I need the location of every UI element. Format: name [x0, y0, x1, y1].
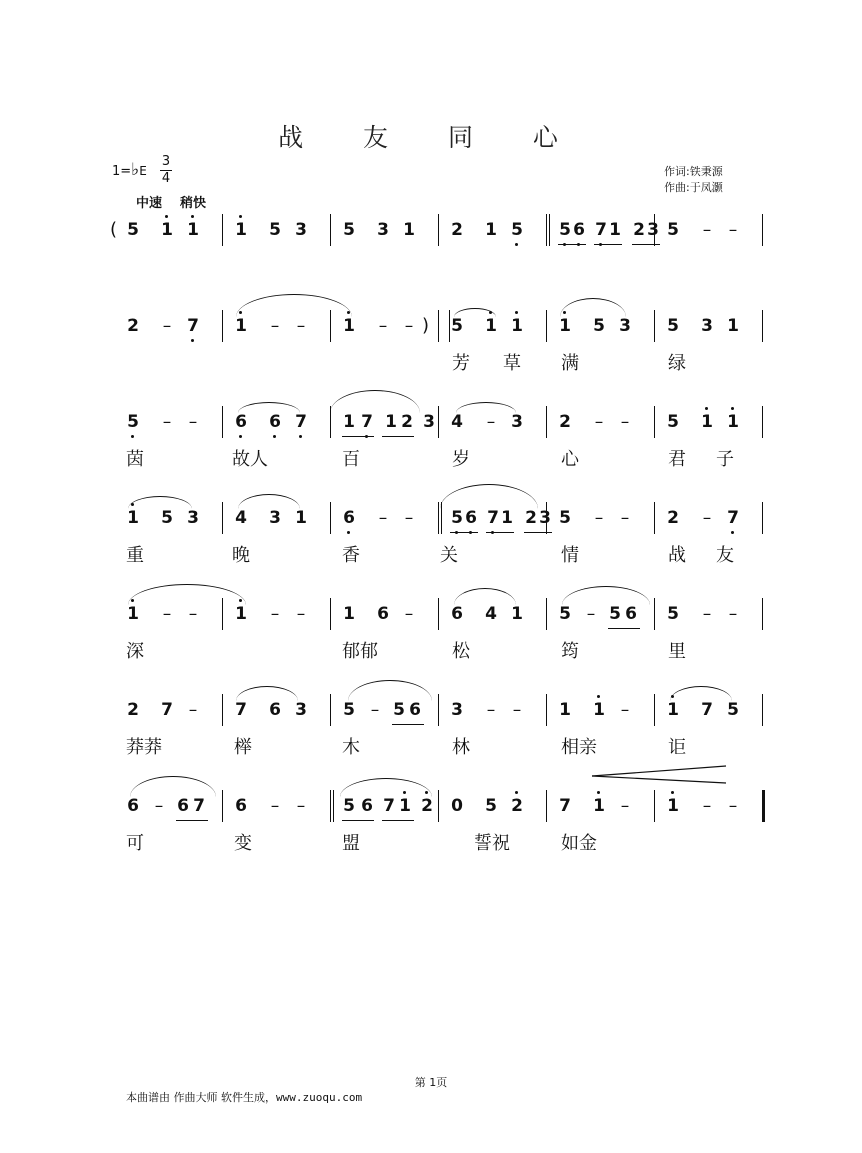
lyric: 满 — [561, 353, 579, 374]
note: 5 — [667, 220, 679, 240]
note-dash: – — [404, 508, 414, 528]
lyric: 莽莽 — [126, 737, 162, 758]
lyric: 筠 — [561, 641, 579, 662]
barline — [438, 790, 439, 822]
lyric: 变 — [234, 833, 252, 854]
barline — [222, 502, 223, 534]
note-dash: – — [270, 316, 280, 336]
note-dash: – — [296, 796, 306, 816]
note: 1 — [234, 220, 248, 240]
note: 1 — [343, 604, 355, 624]
barline — [222, 694, 223, 726]
barline — [330, 598, 331, 630]
note: 6 — [127, 796, 139, 816]
note-dash: – — [512, 700, 522, 720]
note: 1 — [559, 700, 571, 720]
lyric: 誓祝 — [474, 833, 510, 854]
note: 3 — [511, 412, 523, 432]
lyric: 草 — [503, 353, 521, 374]
note: 2 — [667, 508, 679, 528]
lyric: 茵 — [126, 449, 144, 470]
flat-sign: ♭ — [131, 160, 140, 180]
note: 5 — [558, 220, 572, 240]
note-dash: – — [296, 604, 306, 624]
note-dash: – — [162, 412, 172, 432]
note-dash: – — [162, 316, 172, 336]
note: 1 — [342, 316, 356, 336]
note: 5 — [559, 508, 571, 528]
lyric: 晚 — [232, 545, 250, 566]
note: 3 — [377, 220, 389, 240]
page-number: 第 1页 — [414, 1076, 448, 1089]
note: 6 — [177, 796, 189, 816]
note: 5 — [269, 220, 281, 240]
note: 5 — [343, 220, 355, 240]
underline-beam — [632, 244, 660, 245]
note: 6 — [235, 796, 247, 816]
barline — [654, 310, 655, 342]
note: 2 — [127, 316, 139, 336]
note-dash: – — [728, 604, 738, 624]
barline — [654, 502, 655, 534]
note: 7 — [486, 508, 500, 528]
lyric: 深 — [126, 641, 144, 662]
note: 2 — [510, 796, 524, 816]
underline-beam — [176, 820, 208, 821]
note: 1 — [160, 220, 174, 240]
note: 3 — [423, 412, 435, 432]
barline — [222, 214, 223, 246]
note: 7 — [383, 796, 395, 816]
note-dash: – — [486, 412, 496, 432]
note: 3 — [187, 508, 199, 528]
note: 1 — [727, 316, 739, 336]
underline-beam — [594, 244, 622, 245]
staff-system — [0, 214, 862, 310]
lyric: 子 — [716, 449, 734, 470]
note: 1 — [510, 316, 524, 336]
note: 7 — [294, 412, 308, 432]
lyric: 木 — [342, 737, 360, 758]
note-dash: – — [702, 508, 712, 528]
note: 5 — [161, 508, 173, 528]
note: 0 — [451, 796, 463, 816]
footer-text: 本曲谱由 作曲大师 软件生成， — [126, 1091, 276, 1104]
note-dash: – — [594, 412, 604, 432]
staff-system — [0, 406, 862, 502]
barline — [330, 694, 331, 726]
tempo-a: 中速 — [136, 196, 163, 211]
barline — [546, 406, 547, 438]
note-dash: – — [188, 412, 198, 432]
note-dash: – — [270, 796, 280, 816]
barline — [438, 406, 439, 438]
note: 6 — [361, 796, 373, 816]
barline — [654, 790, 655, 822]
note: 3 — [647, 220, 659, 240]
note: 1 — [343, 412, 355, 432]
lyric: 绿 — [668, 353, 686, 374]
key-note: E — [139, 164, 147, 178]
note: 7 — [360, 412, 374, 432]
note: 3 — [269, 508, 281, 528]
lyric: 相亲 — [561, 737, 597, 758]
note: 3 — [451, 700, 463, 720]
note: 2 — [127, 700, 139, 720]
note: 6 — [409, 700, 421, 720]
note: 4 — [485, 604, 497, 624]
time-signature — [160, 155, 172, 186]
note-dash: – — [188, 700, 198, 720]
lyric: 友 — [716, 545, 734, 566]
note: 1 — [666, 796, 680, 816]
lyric: 里 — [668, 641, 686, 662]
note: 5 — [343, 700, 355, 720]
lyric: 情 — [561, 545, 579, 566]
staff-system — [0, 790, 862, 886]
key-prefix: 1= — [112, 164, 132, 179]
tempo-marking — [136, 192, 224, 211]
underline-beam — [392, 724, 424, 725]
credits — [664, 164, 723, 196]
note: 3 — [295, 220, 307, 240]
note-dash: – — [154, 796, 164, 816]
composer: 作曲:于凤灏 — [664, 181, 723, 194]
barline — [438, 214, 439, 246]
lyric: 郁郁 — [342, 641, 378, 662]
staff-system — [0, 598, 862, 694]
lyric: 重 — [126, 545, 144, 566]
note: 1 — [126, 604, 140, 624]
barline — [546, 214, 547, 246]
note: 5 — [126, 412, 140, 432]
lyricist: 作词:铁秉源 — [664, 165, 723, 178]
final-barline — [762, 790, 765, 822]
note-dash: – — [586, 604, 596, 624]
staff-system — [0, 310, 862, 406]
note: 4 — [235, 508, 247, 528]
lyric: 林 — [452, 737, 470, 758]
footer — [126, 1089, 362, 1105]
barline — [654, 598, 655, 630]
note: 7 — [235, 700, 247, 720]
note-dash: – — [404, 604, 414, 624]
note-dash: – — [378, 508, 388, 528]
note: 1 — [700, 412, 714, 432]
underline-beam — [486, 532, 514, 533]
barline — [330, 214, 331, 246]
barline — [438, 502, 439, 534]
slur — [454, 308, 496, 317]
key-signature — [112, 160, 147, 180]
note: 7 — [594, 220, 608, 240]
note: 7 — [193, 796, 205, 816]
lyric: 君 — [668, 449, 686, 470]
lyric: 榉 — [234, 737, 252, 758]
barline — [762, 214, 763, 246]
underline-beam — [524, 532, 552, 533]
note: 1 — [609, 220, 621, 240]
note: 1 — [592, 700, 606, 720]
note: 2 — [401, 412, 413, 432]
note-dash: – — [270, 604, 280, 624]
staff-system — [0, 694, 862, 790]
note: 5 — [559, 604, 571, 624]
note: 1 — [403, 220, 415, 240]
note: 1 — [511, 604, 523, 624]
note-dash: – — [486, 700, 496, 720]
lyric: 故人 — [232, 449, 268, 470]
note: 6 — [269, 700, 281, 720]
note-dash: – — [702, 220, 712, 240]
note-dash: – — [594, 508, 604, 528]
barline — [762, 598, 763, 630]
lyric: 松 — [452, 641, 470, 662]
tempo-b: 稍快 — [180, 196, 207, 211]
footer-url: www.zuoqu.com — [276, 1091, 363, 1104]
underline-beam — [342, 436, 374, 437]
note-dash: – — [378, 316, 388, 336]
note: 1 — [501, 508, 513, 528]
note-dash: – — [620, 508, 630, 528]
lyric: 岁 — [452, 449, 470, 470]
lyric: 芳 — [452, 353, 470, 374]
note: 2 — [451, 220, 463, 240]
barline — [546, 790, 547, 822]
note: 7 — [186, 316, 200, 336]
barline — [330, 502, 331, 534]
barline — [438, 694, 439, 726]
barline — [222, 406, 223, 438]
note-dash: – — [728, 796, 738, 816]
note: 1 — [666, 700, 680, 720]
barline — [546, 694, 547, 726]
note: 6 — [342, 508, 356, 528]
underline-beam — [342, 820, 374, 821]
note: 2 — [559, 412, 571, 432]
barline — [546, 598, 547, 630]
time-sig-denominator: 4 — [161, 171, 171, 186]
note-dash: – — [702, 604, 712, 624]
lyric: 战 — [668, 545, 686, 566]
note: 5 — [343, 796, 355, 816]
lyric: 香 — [342, 545, 360, 566]
note: 3 — [539, 508, 551, 528]
note-dash: – — [620, 412, 630, 432]
note: 6 — [572, 220, 586, 240]
underline-beam — [382, 820, 414, 821]
note: 1 — [558, 316, 572, 336]
lyric: 如金 — [561, 833, 597, 854]
barline — [762, 310, 763, 342]
note: 5 — [667, 316, 679, 336]
note: 1 — [234, 604, 248, 624]
note: 1 — [186, 220, 200, 240]
note: 5 — [609, 604, 621, 624]
note: 5 — [593, 316, 605, 336]
note: 1 — [234, 316, 248, 336]
note: 3 — [701, 316, 713, 336]
note: 5 — [667, 604, 679, 624]
underline-beam — [608, 628, 640, 629]
note: 5 — [127, 220, 139, 240]
note: 2 — [420, 796, 434, 816]
note: 6 — [268, 412, 282, 432]
note: 7 — [726, 508, 740, 528]
note: 7 — [161, 700, 173, 720]
note: 6 — [625, 604, 637, 624]
underline-beam — [382, 436, 414, 437]
note: 6 — [234, 412, 248, 432]
barline — [654, 406, 655, 438]
note-dash: – — [728, 220, 738, 240]
repeat-paren-open: ( — [110, 219, 118, 240]
lyric: 心 — [561, 449, 579, 470]
note: 6 — [451, 604, 463, 624]
barline — [762, 406, 763, 438]
barline-double — [549, 214, 550, 246]
barline — [438, 598, 439, 630]
note: 2 — [633, 220, 645, 240]
note: 6 — [377, 604, 389, 624]
note-dash: – — [188, 604, 198, 624]
lyric: 关 — [440, 545, 458, 566]
note: 5 — [510, 220, 524, 240]
note: 5 — [727, 700, 739, 720]
barline-double — [333, 790, 334, 822]
barline — [546, 310, 547, 342]
note-dash: – — [620, 796, 630, 816]
note: 1 — [485, 220, 497, 240]
note: 1 — [385, 412, 397, 432]
repeat-paren-close: ) — [422, 315, 430, 336]
note: 5 — [451, 316, 463, 336]
song-title: 战 友 同 心 — [278, 123, 584, 152]
barline — [222, 310, 223, 342]
note: 5 — [667, 412, 679, 432]
note: 4 — [451, 412, 463, 432]
note: 7 — [701, 700, 713, 720]
note-dash: – — [620, 700, 630, 720]
staff-system — [0, 502, 862, 598]
note-dash: – — [404, 316, 414, 336]
barline — [438, 310, 439, 342]
underline-beam — [450, 532, 478, 533]
note-dash: – — [370, 700, 380, 720]
barline — [222, 790, 223, 822]
note: 1 — [592, 796, 606, 816]
note: 3 — [295, 700, 307, 720]
note: 5 — [485, 796, 497, 816]
lyric: 可 — [126, 833, 144, 854]
barline — [762, 502, 763, 534]
note: 1 — [484, 316, 498, 336]
underline-beam — [558, 244, 586, 245]
barline — [654, 694, 655, 726]
note: 3 — [619, 316, 631, 336]
note: 5 — [393, 700, 405, 720]
note: 2 — [525, 508, 537, 528]
note: 1 — [295, 508, 307, 528]
note: 5 — [450, 508, 464, 528]
note-dash: – — [162, 604, 172, 624]
lyric: 百 — [342, 449, 360, 470]
note-dash: – — [702, 796, 712, 816]
note: 1 — [126, 508, 140, 528]
note-dash: – — [296, 316, 306, 336]
note: 1 — [398, 796, 412, 816]
note: 1 — [726, 412, 740, 432]
lyric: 盟 — [342, 833, 360, 854]
lyric: 讵 — [668, 737, 686, 758]
barline — [330, 790, 331, 822]
time-sig-numerator: 3 — [161, 154, 171, 169]
note: 7 — [559, 796, 571, 816]
note: 6 — [464, 508, 478, 528]
crescendo-mark — [590, 764, 730, 784]
barline — [762, 694, 763, 726]
